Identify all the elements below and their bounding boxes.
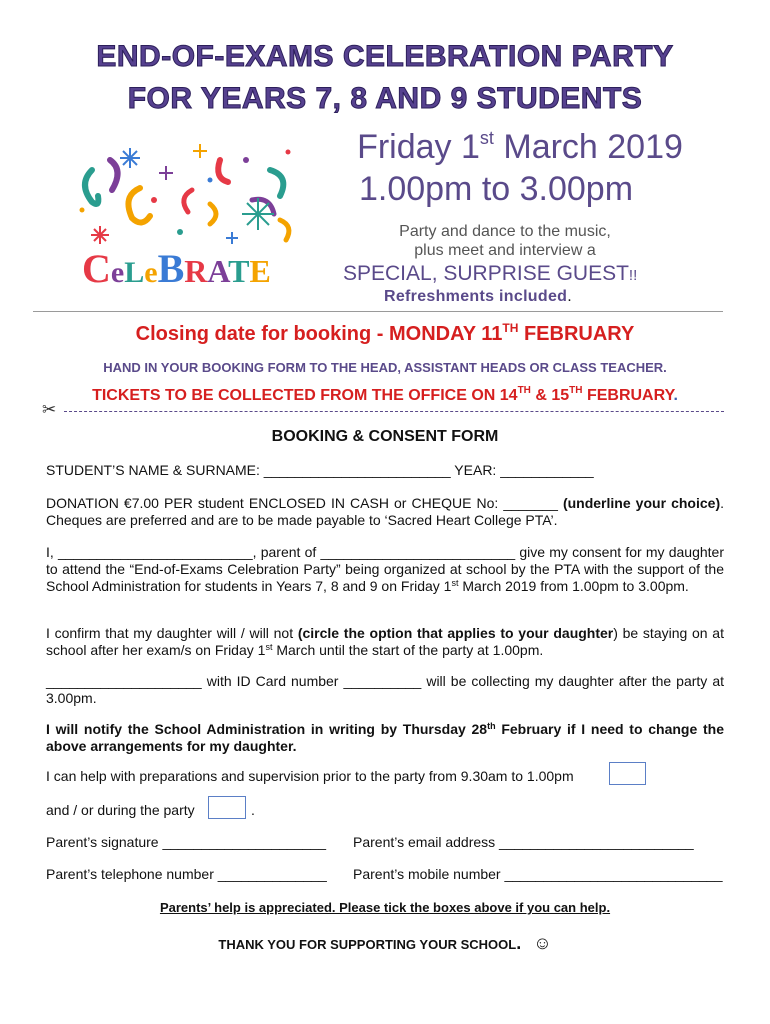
hand-in-instruction: HAND IN YOUR BOOKING FORM TO THE HEAD, ASSISTANT HEADS OR CLASS TEACHER.	[103, 360, 667, 375]
cut-dashes	[64, 411, 724, 412]
refreshments-note	[384, 288, 704, 306]
parents-help-note: Parents’ help is appreciated. Please tick the boxes above if you can help.	[159, 900, 611, 915]
event-date-sup: st	[479, 128, 494, 148]
closing-date-sup: TH	[502, 321, 519, 335]
tickets-sup-1: TH	[517, 385, 531, 396]
during-party-dot: .	[251, 802, 255, 818]
closing-date-prefix: Closing date for booking - MONDAY 11	[135, 323, 503, 345]
tickets-text-b: & 15	[530, 387, 570, 404]
help-preparations-line: I can help with preparations and supervision prior to the party from 9.30am to 1.00pm	[46, 768, 574, 784]
confirm-sup: st	[265, 642, 273, 652]
closing-date-suffix: FEBRUARY	[518, 323, 635, 345]
closing-date	[0, 321, 770, 346]
during-party-checkbox[interactable]	[208, 796, 246, 819]
form-title: BOOKING & CONSENT FORM	[271, 428, 499, 445]
party-line-1: Party and dance to the music,	[399, 223, 611, 240]
special-guest	[343, 262, 683, 286]
confirm-paragraph	[46, 625, 724, 659]
help-preparations-checkbox[interactable]	[609, 762, 646, 785]
notify-text-a: I will notify the School Administration in writing by Thursday 28	[46, 721, 488, 737]
parent-mobile-field[interactable]: Parent’s mobile number ____________________________	[353, 866, 723, 882]
tickets-text-a: TICKETS TO BE COLLECTED FROM THE OFFICE ON 14	[92, 387, 518, 404]
parent-telephone-field[interactable]: Parent’s telephone number ______________	[46, 866, 327, 882]
collection-paragraph[interactable]: ____________________ with ID Card number __________ will be collecting my daughter after the party at 3.00pm.	[46, 673, 724, 706]
student-name-field[interactable]: STUDENT’S NAME & SURNAME: ________________________ YEAR: ____________	[46, 462, 594, 478]
thank-you-text: THANK YOU FOR SUPPORTING YOUR SCHOOL	[218, 937, 517, 952]
scissors-icon: ✂	[42, 400, 57, 419]
celebrate-logo	[70, 140, 305, 300]
donation-text-b: . Cheques are preferred and are to be made payable to ‘Sacred Heart College PTA’.	[46, 495, 724, 528]
donation-paragraph	[46, 495, 724, 529]
celebrate-confetti-icon	[70, 140, 305, 300]
consent-paragraph	[46, 544, 724, 595]
svg-text:CeLeBRATE: CeLeBRATE	[82, 246, 271, 291]
refreshments-text: Refreshments included	[384, 288, 568, 305]
title-line-2: FOR YEARS 7, 8 AND 9 STUDENTS	[127, 82, 643, 115]
confirm-bold: (circle the option that applies to your daughter	[297, 625, 614, 641]
consent-sup: st	[451, 578, 459, 588]
donation-text-a: DONATION €7.00 PER student ENCLOSED IN CASH or CHEQUE No: _______	[46, 495, 563, 511]
event-date-suffix: March 2019	[493, 128, 683, 166]
special-guest-exclaim: !!	[628, 267, 638, 284]
party-line-2: plus meet and interview a	[414, 242, 596, 259]
tickets-sup-2: TH	[569, 385, 583, 396]
consent-text-b: March 2019 from 1.00pm to 3.00pm.	[458, 578, 689, 594]
smiley-icon: ☺	[533, 933, 552, 953]
confirm-text-c: March until the start of the party at 1.00pm.	[272, 642, 544, 658]
notify-text-b: February if I need to change the above arrangements for my daughter.	[46, 721, 725, 754]
title-line-1: END-OF-EXAMS CELEBRATION PARTY	[96, 40, 674, 73]
event-time: 1.00pm to 3.00pm	[358, 170, 634, 208]
tickets-notice	[0, 385, 770, 405]
special-guest-text: SPECIAL, SURPRISE GUEST	[343, 262, 629, 285]
tickets-dot: .	[673, 387, 678, 404]
during-party-line: and / or during the party	[46, 802, 195, 818]
tickets-text-c: FEBRUARY	[582, 387, 674, 404]
thank-you-dot: .	[516, 933, 522, 953]
thank-you-line	[0, 933, 770, 954]
parent-email-field[interactable]: Parent’s email address _________________________	[353, 834, 694, 850]
refreshments-dot: .	[567, 288, 572, 305]
divider-line	[33, 311, 723, 312]
cut-line	[40, 400, 724, 419]
event-date-prefix: Friday 1	[357, 128, 480, 166]
confirm-text-b: ) be staying on at school after her exam/s on Friday 1	[46, 625, 724, 658]
parent-signature-field[interactable]: Parent’s signature _____________________	[46, 834, 326, 850]
confirm-text-a: I confirm that my daughter will / will not	[46, 625, 298, 641]
consent-text-a: I, _________________________, parent of _________________________ give my consent for my daughter to attend the “End-of-Exams Celebration Party” being organized at school by the PTA with the support of the School Administration for students in Years 7, 8 and 9 on Friday 1	[46, 544, 724, 594]
notify-paragraph	[46, 721, 724, 755]
donation-bold: (underline your choice)	[562, 495, 721, 511]
event-date	[330, 128, 710, 167]
notify-sup: th	[487, 721, 496, 731]
